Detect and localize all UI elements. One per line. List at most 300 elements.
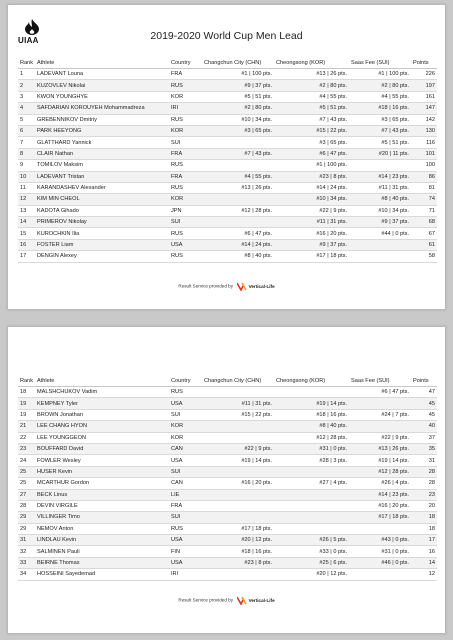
table-row: [18, 535, 437, 546]
footer-text: Result Service provided by: [178, 597, 234, 603]
athlete-name: TOMILOV Maksim: [35, 160, 169, 171]
results-table: [18, 57, 437, 263]
table-row: [18, 466, 437, 477]
athlete-name: BECK Linus: [35, 489, 169, 500]
total-points: 37: [411, 432, 437, 443]
result-cheongsong: #11 | 31 pts.: [274, 217, 349, 228]
total-points: 68: [411, 217, 437, 228]
result-changchun: [202, 569, 274, 580]
rank-cell: 7: [18, 137, 35, 148]
result-cheongsong: #13 | 26 pts.: [274, 69, 349, 80]
result-cheongsong: [274, 500, 349, 511]
header-country: Country: [169, 57, 202, 69]
result-cheongsong: #25 | 6 pts.: [274, 557, 349, 568]
country-code: USA: [169, 455, 202, 466]
country-code: SUI: [169, 217, 202, 228]
header-event-saas-fee: Saas Fee (SUI): [349, 57, 411, 69]
result-changchun: #2 | 80 pts.: [202, 103, 274, 114]
rank-cell: 13: [18, 205, 35, 216]
result-changchun: #3 | 65 pts.: [202, 125, 274, 136]
total-points: 130: [411, 125, 437, 136]
footer-text: Result Service provided by: [178, 283, 234, 289]
result-saas-fee: #5 | 51 pts.: [349, 137, 411, 148]
rank-cell: 25: [18, 478, 35, 489]
rank-cell: 17: [18, 251, 35, 262]
total-points: 101: [411, 148, 437, 159]
country-code: FRA: [169, 500, 202, 511]
total-points: 16: [411, 546, 437, 557]
result-changchun: #16 | 20 pts.: [202, 478, 274, 489]
athlete-name: PARK HEEYONG: [35, 125, 169, 136]
result-saas-fee: #13 | 26 pts.: [349, 443, 411, 454]
result-changchun: #22 | 9 pts.: [202, 443, 274, 454]
result-changchun: #10 | 34 pts.: [202, 114, 274, 125]
country-code: RUS: [169, 251, 202, 262]
athlete-name: DEVIN VIRGILE: [35, 500, 169, 511]
athlete-name: LINDLAU Kevin: [35, 535, 169, 546]
athlete-name: PRIMEROV Nikolay: [35, 217, 169, 228]
total-points: 226: [411, 69, 437, 80]
result-saas-fee: [349, 239, 411, 250]
total-points: 45: [411, 398, 437, 409]
table-row: [18, 80, 437, 91]
country-code: RUS: [169, 182, 202, 193]
result-saas-fee: #18 | 16 pts.: [349, 103, 411, 114]
athlete-name: KUROCHKIN Ilia: [35, 228, 169, 239]
vertical-life-text: Vertical-Life: [248, 598, 275, 603]
result-changchun: #15 | 22 pts.: [202, 409, 274, 420]
table-row: [18, 398, 437, 409]
table-row: [18, 432, 437, 443]
country-code: RUS: [169, 387, 202, 398]
result-saas-fee: #17 | 18 pts.: [349, 512, 411, 523]
rank-cell: 21: [18, 421, 35, 432]
table-row: [18, 489, 437, 500]
result-saas-fee: #24 | 7 pts.: [349, 409, 411, 420]
table-row: [18, 217, 437, 228]
result-cheongsong: #2 | 80 pts.: [274, 80, 349, 91]
rank-cell: 16: [18, 239, 35, 250]
result-changchun: #6 | 47 pts.: [202, 228, 274, 239]
result-saas-fee: #31 | 0 pts.: [349, 546, 411, 557]
result-saas-fee: [349, 569, 411, 580]
athlete-name: KUZOVLEV Nikolai: [35, 80, 169, 91]
rank-cell: 3: [18, 91, 35, 102]
rank-cell: 31: [18, 535, 35, 546]
country-code: FRA: [169, 69, 202, 80]
document-page-2: [7, 326, 446, 634]
header-event-changchun: Changchun City (CHN): [202, 57, 274, 69]
country-code: CAN: [169, 443, 202, 454]
table-row: [18, 125, 437, 136]
rank-cell: 10: [18, 171, 35, 182]
rank-cell: 19: [18, 409, 35, 420]
page-title: 2019-2020 World Cup Men Lead: [150, 30, 303, 42]
rank-cell: 9: [18, 160, 35, 171]
result-cheongsong: #14 | 24 pts.: [274, 182, 349, 193]
athlete-name: HUSER Kevin: [35, 466, 169, 477]
result-cheongsong: #3 | 65 pts.: [274, 137, 349, 148]
country-code: FRA: [169, 171, 202, 182]
table-row: [18, 69, 437, 80]
athlete-name: SALMINEN Pauli: [35, 546, 169, 557]
result-cheongsong: #27 | 4 pts.: [274, 478, 349, 489]
table-row: [18, 557, 437, 568]
rank-cell: 6: [18, 125, 35, 136]
rank-cell: 8: [18, 148, 35, 159]
result-changchun: [202, 217, 274, 228]
total-points: 20: [411, 500, 437, 511]
total-points: 18: [411, 512, 437, 523]
result-saas-fee: #7 | 43 pts.: [349, 125, 411, 136]
result-changchun: #9 | 37 pts.: [202, 80, 274, 91]
result-saas-fee: #14 | 23 pts.: [349, 489, 411, 500]
result-saas-fee: [349, 160, 411, 171]
table-row: [18, 421, 437, 432]
rank-cell: 22: [18, 432, 35, 443]
document-page-1: [7, 4, 446, 310]
result-cheongsong: #23 | 8 pts.: [274, 171, 349, 182]
total-points: 100: [411, 160, 437, 171]
rank-cell: 5: [18, 114, 35, 125]
total-points: 61: [411, 239, 437, 250]
result-cheongsong: #5 | 51 pts.: [274, 103, 349, 114]
table-row: [18, 523, 437, 534]
rank-cell: 2: [18, 80, 35, 91]
result-changchun: [202, 137, 274, 148]
athlete-name: LADEVANT Tristan: [35, 171, 169, 182]
table-row: [18, 500, 437, 511]
total-points: 23: [411, 489, 437, 500]
result-changchun: #8 | 40 pts.: [202, 251, 274, 262]
athlete-name: LEE CHANG HYON: [35, 421, 169, 432]
vertical-life-mark-icon: [237, 282, 247, 291]
rank-cell: 1: [18, 69, 35, 80]
vertical-life-logo: [237, 282, 274, 291]
country-code: KOR: [169, 421, 202, 432]
total-points: 35: [411, 443, 437, 454]
result-saas-fee: [349, 523, 411, 534]
header-athlete: Athlete: [35, 375, 169, 387]
result-changchun: #19 | 14 pts.: [202, 455, 274, 466]
table-row: [18, 569, 437, 580]
result-changchun: #13 | 26 pts.: [202, 182, 274, 193]
country-code: RUS: [169, 80, 202, 91]
total-points: 86: [411, 171, 437, 182]
result-cheongsong: [274, 466, 349, 477]
rank-cell: 29: [18, 523, 35, 534]
rank-cell: 11: [18, 182, 35, 193]
result-changchun: #7 | 43 pts.: [202, 148, 274, 159]
result-saas-fee: #9 | 37 pts.: [349, 217, 411, 228]
table-row: [18, 171, 437, 182]
result-saas-fee: #19 | 14 pts.: [349, 455, 411, 466]
table-row: [18, 137, 437, 148]
total-points: 142: [411, 114, 437, 125]
result-saas-fee: [349, 398, 411, 409]
country-code: USA: [169, 557, 202, 568]
result-saas-fee: #43 | 0 pts.: [349, 535, 411, 546]
total-points: 17: [411, 535, 437, 546]
result-cheongsong: #20 | 12 pts.: [274, 569, 349, 580]
table-row: [18, 443, 437, 454]
table-row: [18, 160, 437, 171]
country-code: USA: [169, 239, 202, 250]
table-row: [18, 478, 437, 489]
result-saas-fee: #26 | 4 pts.: [349, 478, 411, 489]
result-saas-fee: #44 | 0 pts.: [349, 228, 411, 239]
result-saas-fee: #10 | 34 pts.: [349, 205, 411, 216]
table-row: [18, 512, 437, 523]
country-code: USA: [169, 535, 202, 546]
rank-cell: 23: [18, 443, 35, 454]
result-cheongsong: #10 | 34 pts.: [274, 194, 349, 205]
result-cheongsong: #7 | 43 pts.: [274, 114, 349, 125]
result-cheongsong: [274, 387, 349, 398]
vertical-life-text: Vertical-Life: [248, 284, 275, 289]
athlete-name: LADEVANT Louna: [35, 69, 169, 80]
header-points: Points: [411, 57, 437, 69]
result-changchun: [202, 512, 274, 523]
results-table-body: [18, 387, 437, 581]
rank-cell: 15: [18, 228, 35, 239]
country-code: RUS: [169, 523, 202, 534]
athlete-name: DENGIN Alexey: [35, 251, 169, 262]
country-code: KOR: [169, 125, 202, 136]
rank-cell: 12: [18, 194, 35, 205]
total-points: 71: [411, 205, 437, 216]
result-cheongsong: #6 | 47 pts.: [274, 148, 349, 159]
result-cheongsong: #19 | 14 pts.: [274, 398, 349, 409]
country-code: IRI: [169, 569, 202, 580]
table-row: [18, 387, 437, 398]
result-changchun: #20 | 12 pts.: [202, 535, 274, 546]
table-row: [18, 114, 437, 125]
result-changchun: #23 | 8 pts.: [202, 557, 274, 568]
result-cheongsong: #12 | 28 pts.: [274, 432, 349, 443]
total-points: 197: [411, 80, 437, 91]
total-points: 28: [411, 466, 437, 477]
total-points: 28: [411, 478, 437, 489]
uiaa-logo-text: UIAA: [18, 36, 39, 45]
athlete-name: BEIRNE Thomas: [35, 557, 169, 568]
athlete-name: KARANDASHEV Alexander: [35, 182, 169, 193]
result-saas-fee: #16 | 20 pts.: [349, 500, 411, 511]
result-saas-fee: #46 | 0 pts.: [349, 557, 411, 568]
country-code: SUI: [169, 512, 202, 523]
athlete-name: CLAIR Nathan: [35, 148, 169, 159]
result-changchun: #1 | 100 pts.: [202, 69, 274, 80]
total-points: 74: [411, 194, 437, 205]
rank-cell: 4: [18, 103, 35, 114]
rank-cell: 14: [18, 217, 35, 228]
total-points: 31: [411, 455, 437, 466]
results-table-body: [18, 69, 437, 263]
rank-cell: 27: [18, 489, 35, 500]
result-changchun: [202, 432, 274, 443]
result-saas-fee: #4 | 55 pts.: [349, 91, 411, 102]
rank-cell: 28: [18, 500, 35, 511]
table-row: [18, 251, 437, 262]
result-saas-fee: #22 | 9 pts.: [349, 432, 411, 443]
table-row: [18, 194, 437, 205]
table-row: [18, 455, 437, 466]
result-changchun: [202, 387, 274, 398]
country-code: SUI: [169, 409, 202, 420]
result-cheongsong: #8 | 40 pts.: [274, 421, 349, 432]
rank-cell: 18: [18, 387, 35, 398]
result-changchun: #4 | 55 pts.: [202, 171, 274, 182]
result-cheongsong: #15 | 22 pts.: [274, 125, 349, 136]
result-changchun: #14 | 24 pts.: [202, 239, 274, 250]
athlete-name: FOWLER Wesley: [35, 455, 169, 466]
rank-cell: 32: [18, 546, 35, 557]
athlete-name: SAFDARIAN KOROUYEH Mohammadreza: [35, 103, 169, 114]
country-code: SUI: [169, 137, 202, 148]
country-code: KOR: [169, 194, 202, 205]
athlete-name: KADOTA Gihado: [35, 205, 169, 216]
athlete-name: KIM MIN CHEOL: [35, 194, 169, 205]
result-changchun: #5 | 51 pts.: [202, 91, 274, 102]
header-event-cheongsong: Cheongsong (KOR): [274, 57, 349, 69]
athlete-name: BOUFFARD David: [35, 443, 169, 454]
country-code: KOR: [169, 91, 202, 102]
result-cheongsong: #26 | 5 pts.: [274, 535, 349, 546]
result-changchun: [202, 421, 274, 432]
total-points: 147: [411, 103, 437, 114]
result-changchun: [202, 160, 274, 171]
result-cheongsong: #9 | 37 pts.: [274, 239, 349, 250]
result-saas-fee: #20 | 11 pts.: [349, 148, 411, 159]
header-country: Country: [169, 375, 202, 387]
header-points: Points: [411, 375, 437, 387]
header-athlete: Athlete: [35, 57, 169, 69]
result-cheongsong: #18 | 16 pts.: [274, 409, 349, 420]
result-changchun: #18 | 16 pts.: [202, 546, 274, 557]
total-points: 116: [411, 137, 437, 148]
country-code: CAN: [169, 478, 202, 489]
total-points: 58: [411, 251, 437, 262]
result-cheongsong: #17 | 18 pts.: [274, 251, 349, 262]
result-cheongsong: #28 | 3 pts.: [274, 455, 349, 466]
result-saas-fee: #2 | 80 pts.: [349, 80, 411, 91]
country-code: RUS: [169, 114, 202, 125]
athlete-name: KWON YOUNGHYE: [35, 91, 169, 102]
result-changchun: #17 | 18 pts.: [202, 523, 274, 534]
results-table: [18, 375, 437, 581]
athlete-name: VILLINGER Timo: [35, 512, 169, 523]
country-code: RUS: [169, 160, 202, 171]
table-row: [18, 228, 437, 239]
total-points: 45: [411, 409, 437, 420]
table-header-row: [18, 375, 437, 387]
table-row: [18, 91, 437, 102]
result-cheongsong: [274, 523, 349, 534]
result-cheongsong: #31 | 0 pts.: [274, 443, 349, 454]
athlete-name: BROWN Jonathan: [35, 409, 169, 420]
result-saas-fee: #3 | 65 pts.: [349, 114, 411, 125]
result-cheongsong: #33 | 0 pts.: [274, 546, 349, 557]
country-code: LIE: [169, 489, 202, 500]
country-code: JPN: [169, 205, 202, 216]
rank-cell: 19: [18, 398, 35, 409]
table-row: [18, 103, 437, 114]
athlete-name: GLATTHARD Yannick: [35, 137, 169, 148]
rank-cell: 34: [18, 569, 35, 580]
country-code: SUI: [169, 466, 202, 477]
total-points: 67: [411, 228, 437, 239]
result-saas-fee: #8 | 40 pts.: [349, 194, 411, 205]
result-changchun: #12 | 28 pts.: [202, 205, 274, 216]
result-saas-fee: [349, 251, 411, 262]
total-points: 14: [411, 557, 437, 568]
vertical-life-logo: [237, 596, 274, 605]
athlete-name: MCARTHUR Gordon: [35, 478, 169, 489]
result-cheongsong: #1 | 100 pts.: [274, 160, 349, 171]
total-points: 12: [411, 569, 437, 580]
header-event-saas-fee: Saas Fee (SUI): [349, 375, 411, 387]
result-saas-fee: #1 | 100 pts.: [349, 69, 411, 80]
result-changchun: #11 | 31 pts.: [202, 398, 274, 409]
table-row: [18, 182, 437, 193]
country-code: FIN: [169, 546, 202, 557]
table-header-row: [18, 57, 437, 69]
result-changchun: [202, 500, 274, 511]
country-code: FRA: [169, 148, 202, 159]
total-points: 40: [411, 421, 437, 432]
table-row: [18, 239, 437, 250]
header-rank: Rank: [18, 57, 35, 69]
athlete-name: GREBENNIKOV Dmitriy: [35, 114, 169, 125]
athlete-name: NEMOV Anton: [35, 523, 169, 534]
country-code: USA: [169, 398, 202, 409]
athlete-name: HOSSEINI Sayedemad: [35, 569, 169, 580]
athlete-name: FOSTER Liam: [35, 239, 169, 250]
result-cheongsong: #22 | 9 pts.: [274, 205, 349, 216]
vertical-life-mark-icon: [237, 596, 247, 605]
result-changchun: [202, 194, 274, 205]
table-row: [18, 205, 437, 216]
result-changchun: [202, 466, 274, 477]
table-row: [18, 148, 437, 159]
result-saas-fee: [349, 421, 411, 432]
result-cheongsong: [274, 489, 349, 500]
result-saas-fee: #14 | 23 pts.: [349, 171, 411, 182]
result-saas-fee: #6 | 47 pts.: [349, 387, 411, 398]
total-points: 47: [411, 387, 437, 398]
rank-cell: 25: [18, 466, 35, 477]
rank-cell: 33: [18, 557, 35, 568]
result-saas-fee: #12 | 28 pts.: [349, 466, 411, 477]
total-points: 161: [411, 91, 437, 102]
country-code: RUS: [169, 228, 202, 239]
header-event-cheongsong: Cheongsong (KOR): [274, 375, 349, 387]
athlete-name: MALSHCHUKOV Vadim: [35, 387, 169, 398]
rank-cell: 29: [18, 512, 35, 523]
table-row: [18, 409, 437, 420]
result-cheongsong: #4 | 55 pts.: [274, 91, 349, 102]
result-service-footer: [8, 596, 445, 605]
header-rank: Rank: [18, 375, 35, 387]
country-code: IRI: [169, 103, 202, 114]
result-cheongsong: #16 | 20 pts.: [274, 228, 349, 239]
athlete-name: KEMPNEY Tyler: [35, 398, 169, 409]
result-service-footer: [8, 282, 445, 291]
table-row: [18, 546, 437, 557]
header-event-changchun: Changchun City (CHN): [202, 375, 274, 387]
total-points: 81: [411, 182, 437, 193]
total-points: 18: [411, 523, 437, 534]
